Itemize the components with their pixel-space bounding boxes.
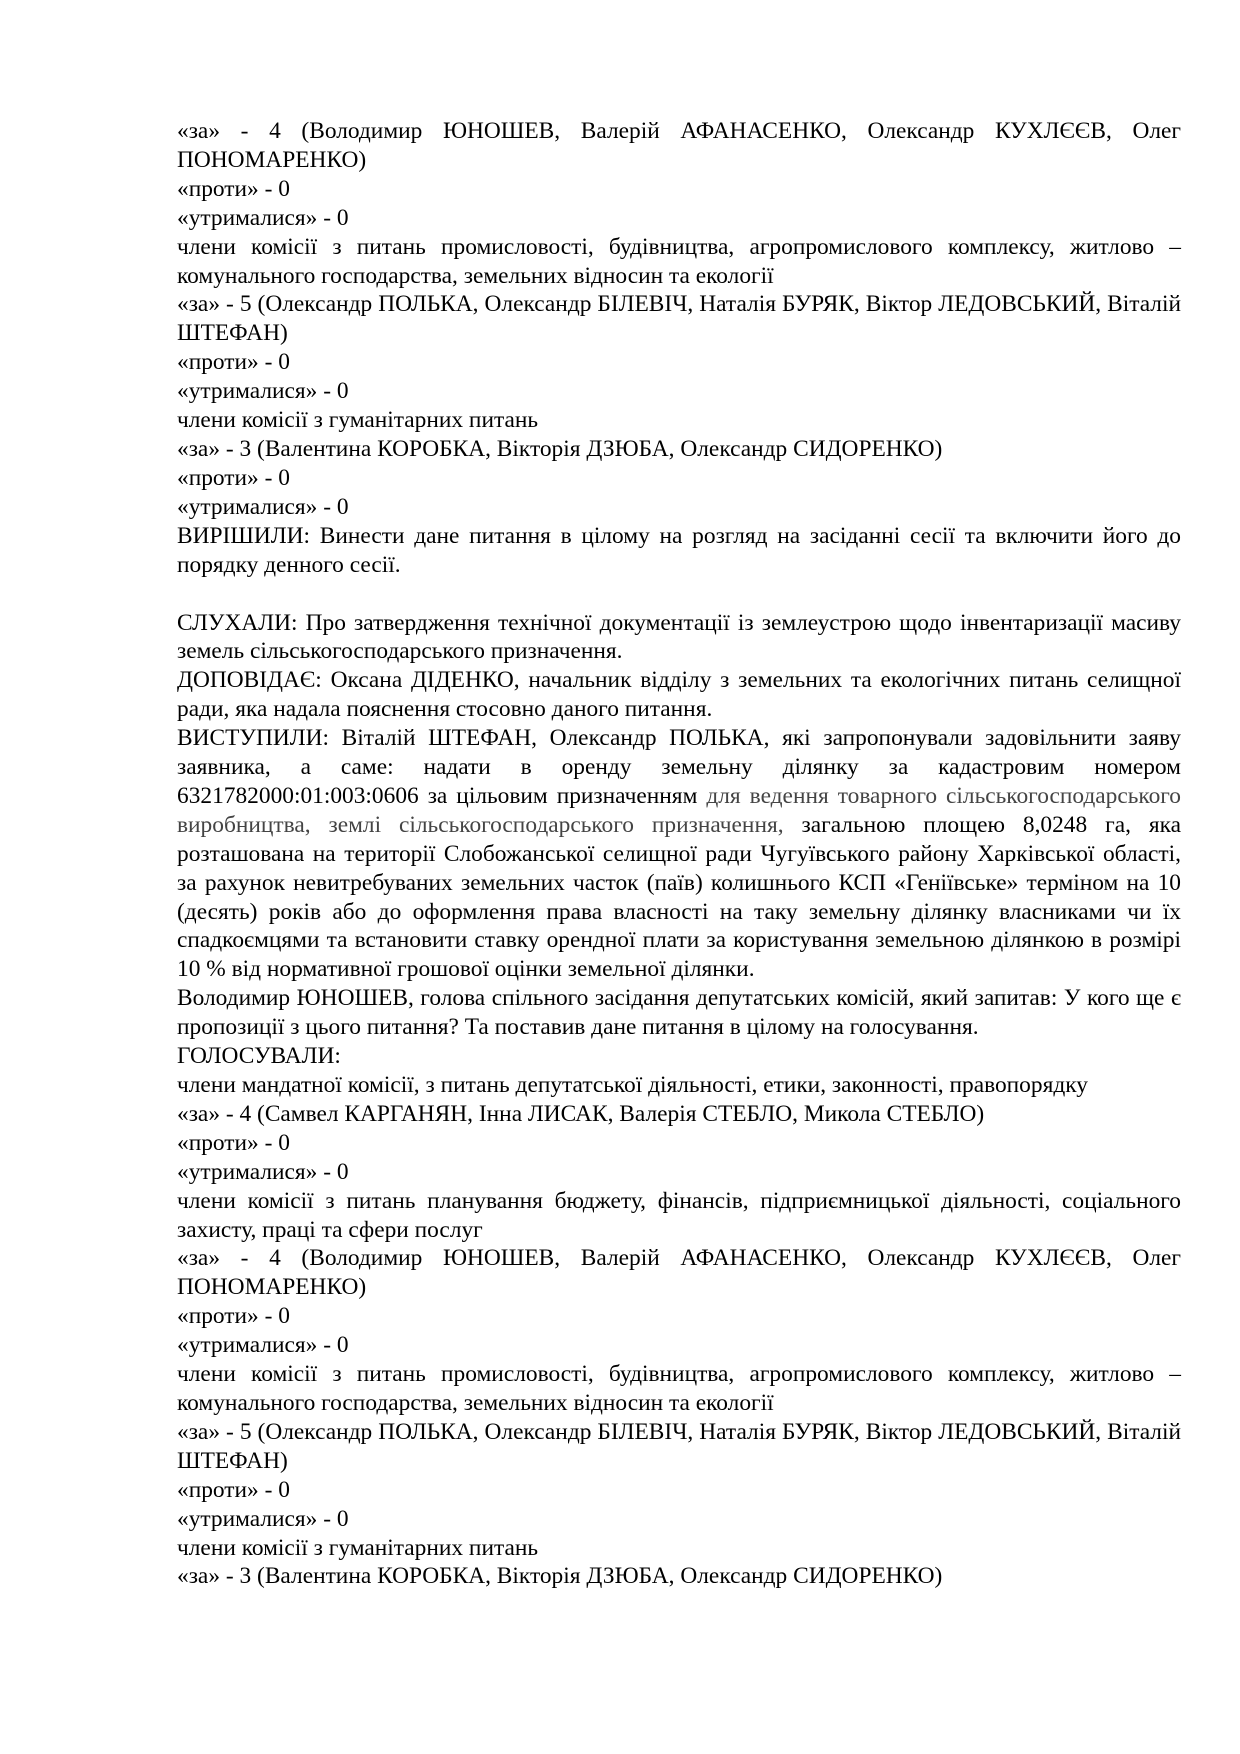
document-body <box>177 117 1181 1591</box>
vote-abstained: «утрималися» - 0 <box>177 493 349 520</box>
vote-for-budget-committee: «за» - 4 (Володимир ЮНОШЕВ, Валерій АФАНАСЕНКО, Олександр КУХЛЄЄВ, Олег ПОНОМАРЕНКО) <box>177 1245 1181 1301</box>
committee-humanitarian-heading: члени комісії з гуманітарних питань <box>177 1534 539 1561</box>
heard-paragraph: СЛУХАЛИ: Про затвердження технічної документації із землеустрою щодо інвентаризації масиву земель сільськогосподарського призначення. <box>177 609 1181 665</box>
decision-paragraph: ВИРІШИЛИ: Винести дане питання в цілому на розгляд на засіданні сесії та включити його до порядку денного сесії. <box>177 522 1181 578</box>
voted-heading: ГОЛОСУВАЛИ: <box>177 1043 341 1070</box>
paragraph-spacer <box>177 580 1181 609</box>
speakers-text-part3: загальною площею 8,0248 га, яка розташована на території Слобожанської селищної ради Чугуївського району Харківської області, за рахунок невитребуваних земельних часток (паїв) колишнього КСП «Геніївське» терміном на 10 (десять) років або до оформлення права власності на таку земельну ділянку власниками чи їх спадкоємцями та встановити ставку орендної плати за користування земельною ділянкою в розмірі 10 % від нормативної грошової оцінки земельної ділянки. <box>177 811 1181 983</box>
vote-for-industry-committee: «за» - 5 (Олександр ПОЛЬКА, Олександр БІЛЕВІЧ, Наталія БУРЯК, Віктор ЛЕДОВСЬКИЙ, Віталій ШТЕФАН) <box>177 291 1181 347</box>
committee-mandate-heading: члени мандатної комісії, з питань депутатської діяльності, етики, законності, правопорядку <box>177 1072 1088 1098</box>
chair-question-paragraph: Володимир ЮНОШЕВ, голова спільного засідання депутатських комісій, який запитав: У кого ще є пропозиції з цього питання? Та поставив дане питання в цілому на голосування. <box>177 985 1181 1041</box>
committee-industry-heading: члени комісії з питань промисловості, будівництва, агропромислового комплексу, житлово – комунального господарства, земельних відносин та екології <box>177 233 1181 289</box>
vote-against: «проти» - 0 <box>177 1129 290 1156</box>
vote-against: «проти» - 0 <box>177 464 290 491</box>
vote-against: «проти» - 0 <box>177 349 290 376</box>
vote-for-humanitarian-committee: «за» - 3 (Валентина КОРОБКА, Вікторія ДЗЮБА, Олександр СИДОРЕНКО) <box>177 435 943 462</box>
vote-abstained: «утрималися» - 0 <box>177 378 349 405</box>
reporter-paragraph: ДОПОВІДАЄ: Оксана ДІДЕНКО, начальник відділу з земельних та екологічних питань селищної ради, яка надала пояснення стосовно даного питання. <box>177 667 1181 723</box>
vote-abstained: «утрималися» - 0 <box>177 1332 349 1359</box>
speakers-text-part2: для ведення товарного сільськогосподарського виробництва, землі сільськогосподарського призначення, <box>177 782 1181 838</box>
committee-budget-heading: члени комісії з питань планування бюджету, фінансів, підприємницької діяльності, соціального захисту, праці та сфери послуг <box>177 1187 1181 1243</box>
vote-abstained: «утрималися» - 0 <box>177 1505 349 1532</box>
vote-abstained: «утрималися» - 0 <box>177 1158 349 1185</box>
vote-for-humanitarian-committee: «за» - 3 (Валентина КОРОБКА, Вікторія ДЗЮБА, Олександр СИДОРЕНКО) <box>177 1563 943 1590</box>
committee-humanitarian-heading: члени комісії з гуманітарних питань <box>177 407 539 434</box>
vote-abstained: «утрималися» - 0 <box>177 204 349 231</box>
vote-for-industry-committee: «за» - 5 (Олександр ПОЛЬКА, Олександр БІЛЕВІЧ, Наталія БУРЯК, Віктор ЛЕДОВСЬКИЙ, Віталій ШТЕФАН) <box>177 1418 1181 1474</box>
vote-for-budget-committee: «за» - 4 (Володимир ЮНОШЕВ, Валерій АФАНАСЕНКО, Олександр КУХЛЄЄВ, Олег ПОНОМАРЕНКО) <box>177 118 1181 173</box>
vote-against: «проти» - 0 <box>177 1303 290 1330</box>
vote-against: «проти» - 0 <box>177 175 290 202</box>
speakers-paragraph <box>177 724 1181 984</box>
vote-for-mandate-committee: «за» - 4 (Самвел КАРГАНЯН, Інна ЛИСАК, Валерія СТЕБЛО, Микола СТЕБЛО) <box>177 1100 985 1127</box>
committee-industry-heading: члени комісії з питань промисловості, будівництва, агропромислового комплексу, житлово – комунального господарства, земельних відносин та екології <box>177 1361 1181 1416</box>
vote-against: «проти» - 0 <box>177 1476 290 1503</box>
speakers-text-part1: ВИСТУПИЛИ: Віталій ШТЕФАН, Олександр ПОЛЬКА, які запропонували задовільнити заяву заявника, а саме: надати в оренду земельну ділянку за кадастровим номером 6321782000:01:003:0606 за цільовим призначенням <box>177 725 1181 809</box>
